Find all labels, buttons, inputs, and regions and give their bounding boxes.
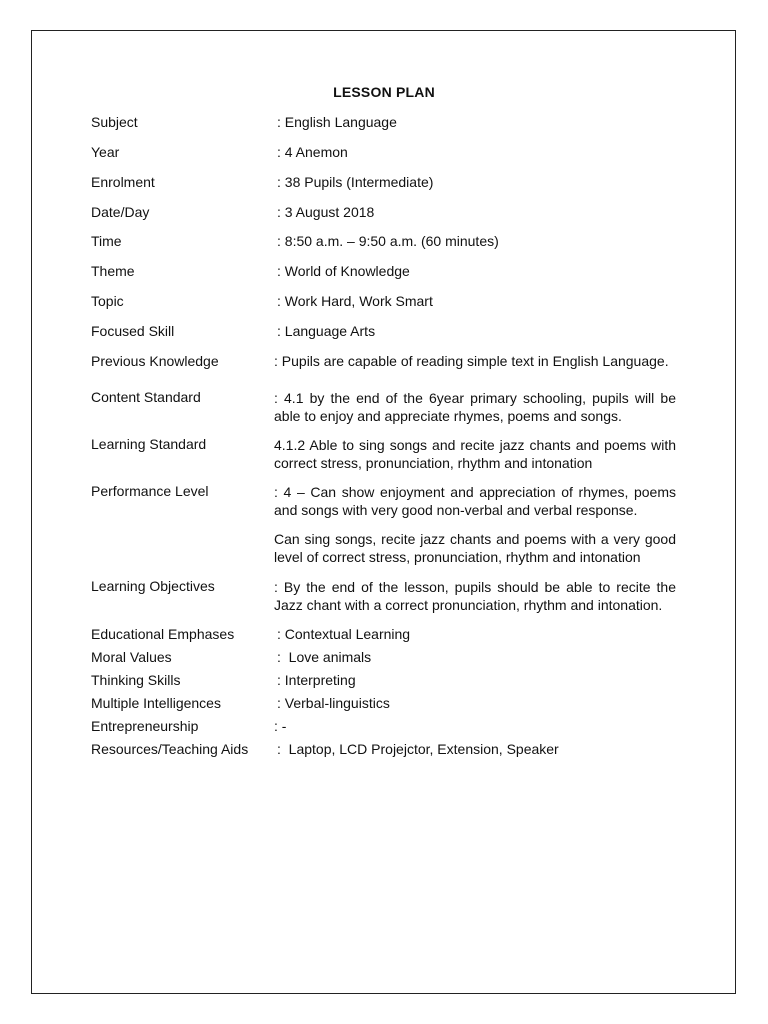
- label-entrepreneurship: Entrepreneurship: [91, 718, 199, 734]
- label-time: Time: [91, 233, 122, 249]
- label-enrolment: Enrolment: [91, 174, 155, 190]
- value-time: : 8:50 a.m. – 9:50 a.m. (60 minutes): [277, 233, 499, 249]
- label-theme: Theme: [91, 263, 135, 279]
- value-entrepreneurship: : -: [274, 718, 287, 734]
- label-learning-objectives: Learning Objectives: [91, 578, 215, 594]
- value-focused-skill: : Language Arts: [277, 323, 376, 339]
- value-multiple-intelligences: : Verbal-linguistics: [277, 695, 390, 711]
- label-performance-level: Performance Level: [91, 483, 209, 499]
- label-resources: Resources/Teaching Aids: [91, 741, 249, 757]
- value-educational-emphases: : Contextual Learning: [277, 626, 411, 642]
- value-date-day: : 3 August 2018: [277, 204, 375, 220]
- label-previous-knowledge: Previous Knowledge: [91, 353, 219, 369]
- value-thinking-skills: : Interpreting: [277, 672, 356, 688]
- value-previous-knowledge: : Pupils are capable of reading simple text in English Language.: [274, 353, 669, 369]
- value-theme: : World of Knowledge: [277, 263, 410, 279]
- value-resources: : Laptop, LCD Projejctor, Extension, Speaker: [277, 741, 559, 757]
- label-content-standard: Content Standard: [91, 389, 201, 405]
- value-enrolment: : 38 Pupils (Intermediate): [277, 174, 434, 190]
- label-topic: Topic: [91, 293, 124, 309]
- label-learning-standard: Learning Standard: [91, 436, 207, 452]
- label-year: Year: [91, 144, 120, 160]
- value-topic: : Work Hard, Work Smart: [277, 293, 433, 309]
- label-multiple-intelligences: Multiple Intelligences: [91, 695, 221, 711]
- document-title: LESSON PLAN: [333, 84, 435, 100]
- value-performance-level-detail: Can sing songs, recite jazz chants and poems with a very good level of correct stress, pronunciation, rhythm and intonation: [274, 531, 676, 565]
- value-subject: : English Language: [277, 114, 397, 130]
- label-thinking-skills: Thinking Skills: [91, 672, 181, 688]
- label-subject: Subject: [91, 114, 138, 130]
- value-year: : 4 Anemon: [277, 144, 348, 160]
- label-moral-values: Moral Values: [91, 649, 172, 665]
- value-moral-values: : Love animals: [277, 649, 372, 665]
- value-learning-standard: 4.1.2 Able to sing songs and recite jazz chants and poems with correct stress, pronunciation, rhythm and intonation: [274, 437, 676, 471]
- value-performance-level: : 4 – Can show enjoyment and appreciation of rhymes, poems and songs with very good non-verbal and verbal response.: [274, 484, 676, 518]
- value-learning-objectives: : By the end of the lesson, pupils should be able to recite the Jazz chant with a correct pronunciation, rhythm and intonation.: [274, 579, 676, 613]
- label-educational-emphases: Educational Emphases: [91, 626, 235, 642]
- label-date-day: Date/Day: [91, 204, 150, 220]
- value-content-standard: : 4.1 by the end of the 6year primary schooling, pupils will be able to enjoy and appreciate rhymes, poems and songs.: [274, 390, 676, 424]
- label-focused-skill: Focused Skill: [91, 323, 175, 339]
